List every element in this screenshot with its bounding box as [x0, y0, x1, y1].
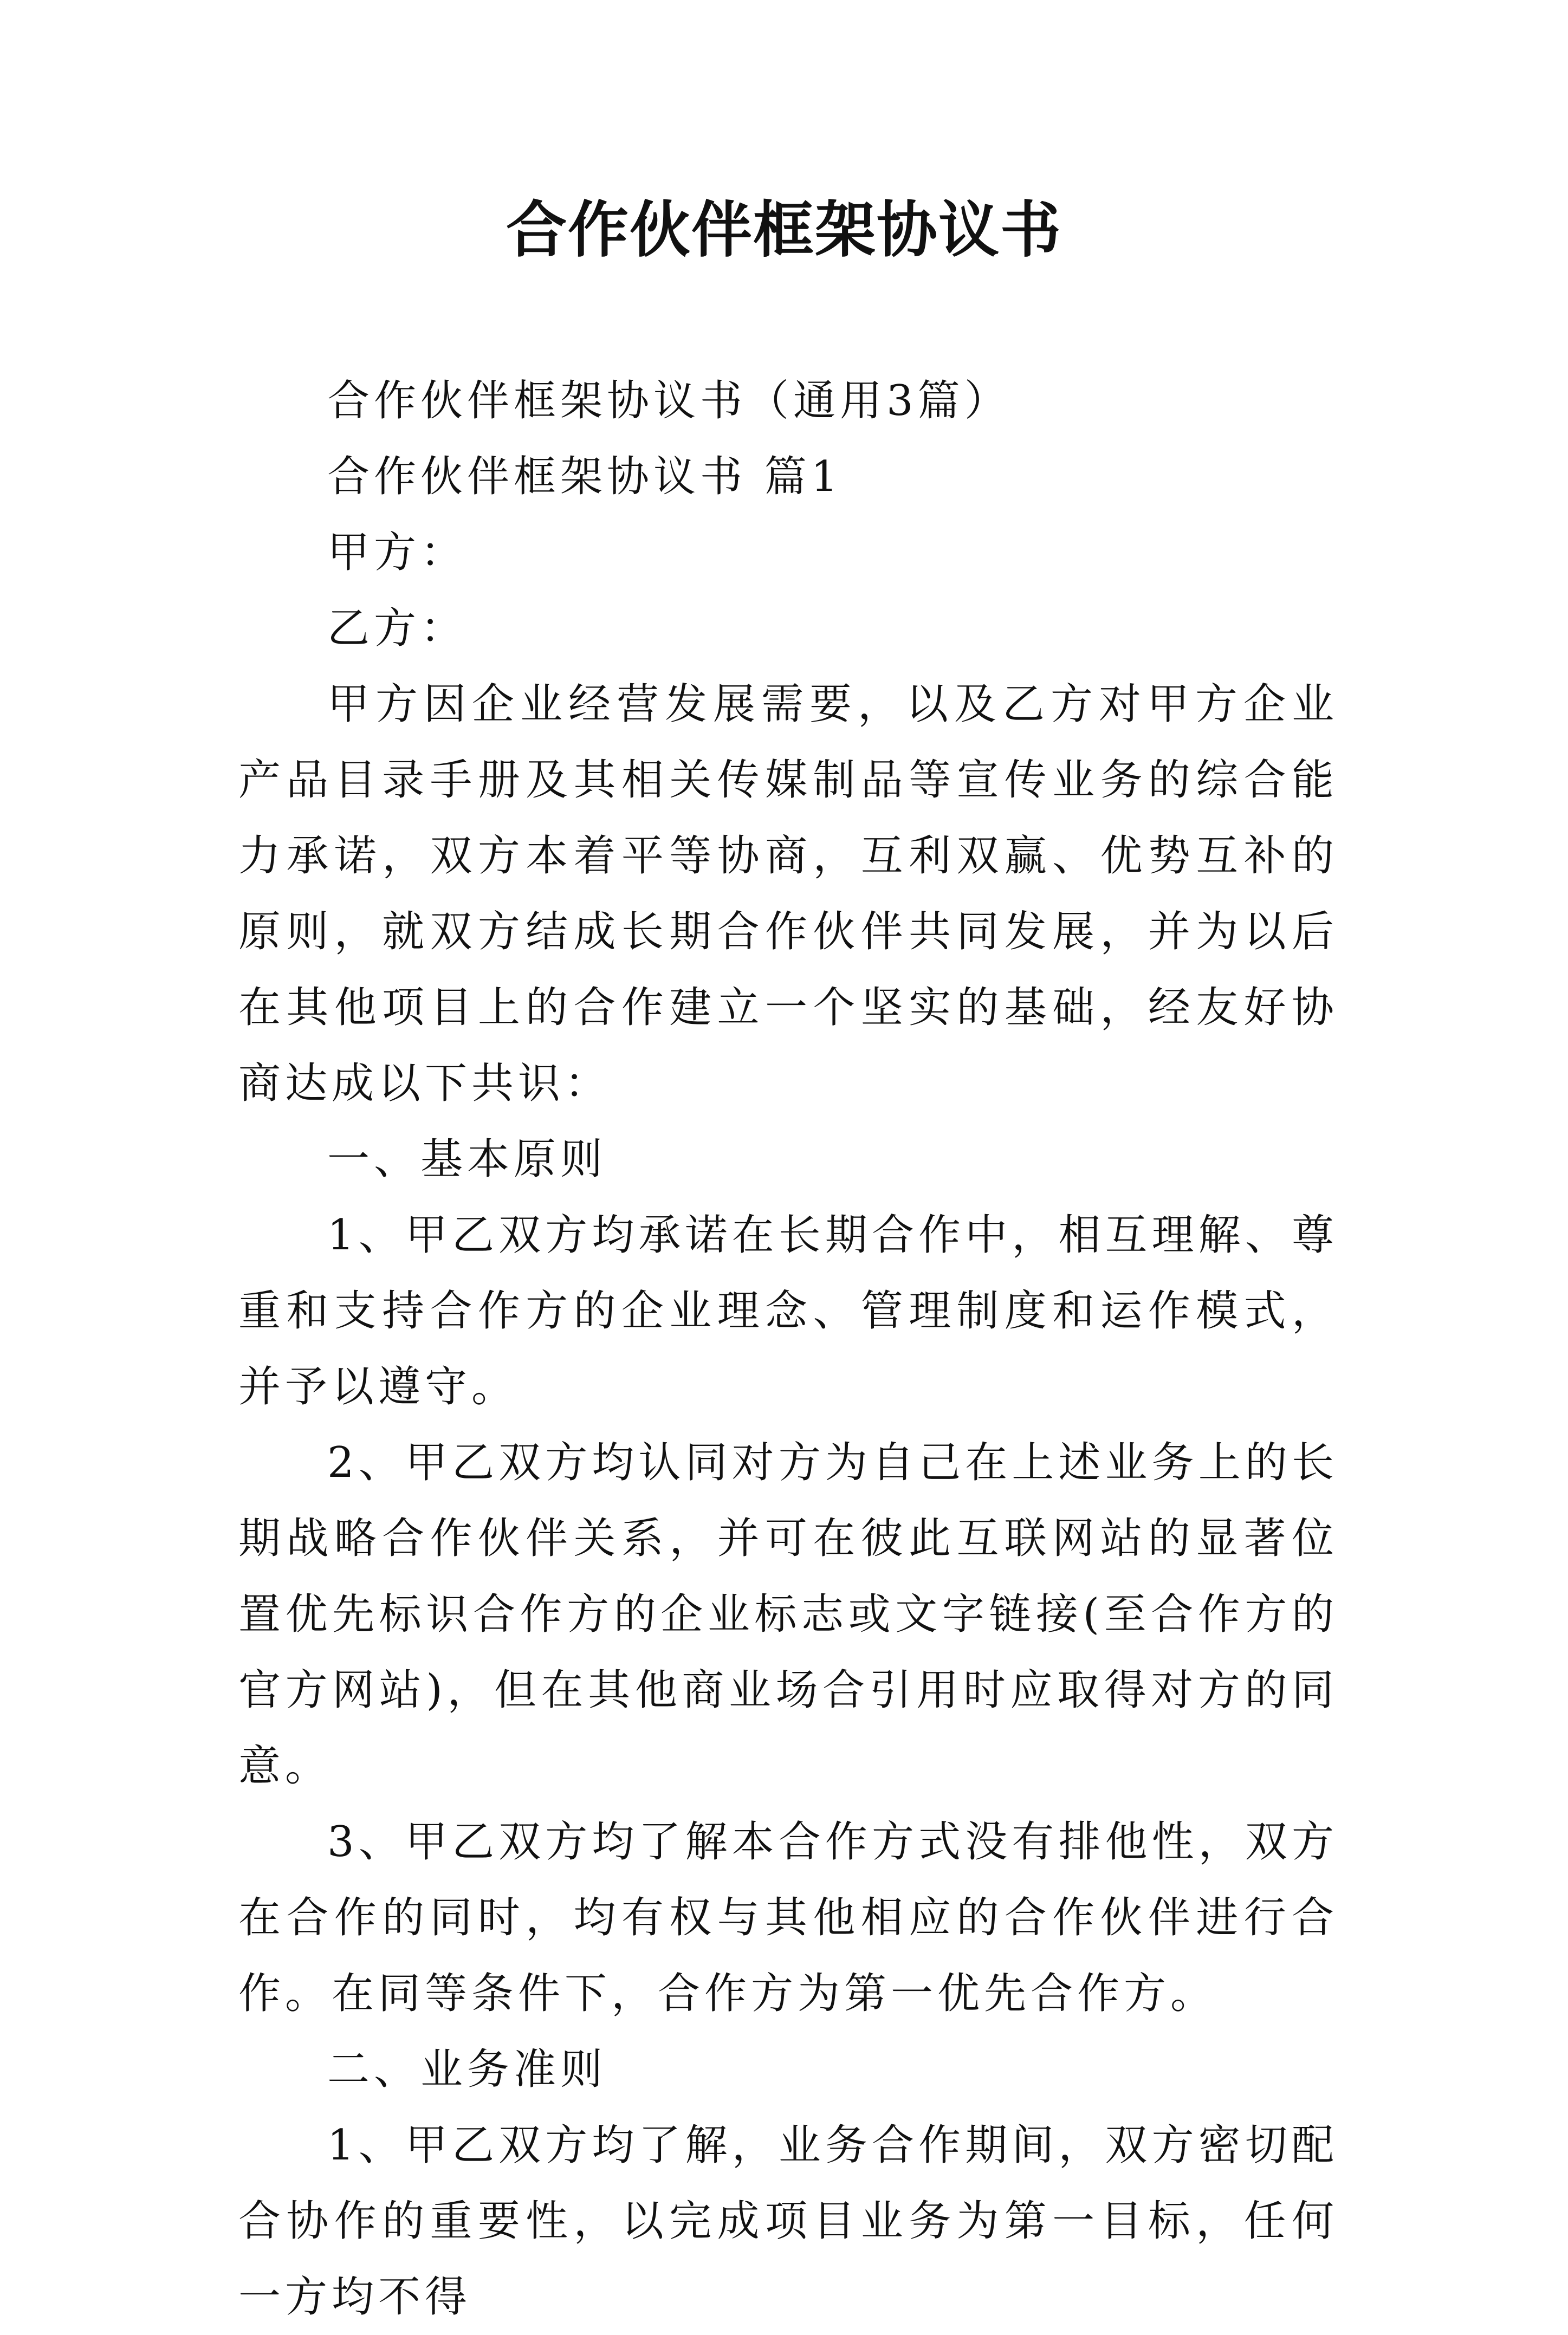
business-rule-1-paragraph: 1、甲乙双方均了解，业务合作期间，双方密切配合协作的重要性，以完成项目业务为第一目标，任何一方均不得 — [238, 2121, 1338, 2321]
party-a-line: 甲方： — [327, 528, 468, 577]
preamble-paragraph: 甲方因企业经营发展需要，以及乙方对甲方企业产品目录手册及其相关传媒制品等宣传业务的综合能力承诺，双方本着平等协商，互利双赢、优势互补的原则，就双方结成长期合作伙伴共同发展，并为以后在其他项目上的合作建立一个坚实的基础，经友好协商达成以下共识： — [238, 680, 1338, 1108]
document-title: 合作伙伴框架协议书 — [506, 194, 1062, 265]
subtitle-paragraph: 合作伙伴框架协议书（通用3篇） — [327, 377, 1011, 425]
section-heading-business-rules: 二、业务准则 — [327, 2045, 607, 2094]
principle-2-paragraph: 2、甲乙双方均认同对方为自己在上述业务上的长期战略合作伙伴关系，并可在彼此互联网站的显著位置优先标识合作方的企业标志或文字链接(至合作方的官方网站)，但在其他商业场合引用时应取得对方的同意。 — [238, 1438, 1338, 1791]
chapter-heading: 合作伙伴框架协议书 篇1 — [327, 452, 843, 501]
principle-3-paragraph: 3、甲乙双方均了解本合作方式没有排他性，双方在合作的同时，均有权与其他相应的合作伙伴进行合作。在同等条件下，合作方为第一优先合作方。 — [238, 1818, 1338, 2018]
party-b-line: 乙方： — [327, 604, 468, 653]
document-body — [238, 363, 1338, 2335]
section-heading-basic-principles: 一、基本原则 — [327, 1135, 607, 1184]
principle-1-paragraph: 1、甲乙双方均承诺在长期合作中，相互理解、尊重和支持合作方的企业理念、管理制度和运作模式，并予以遵守。 — [238, 1211, 1338, 1411]
